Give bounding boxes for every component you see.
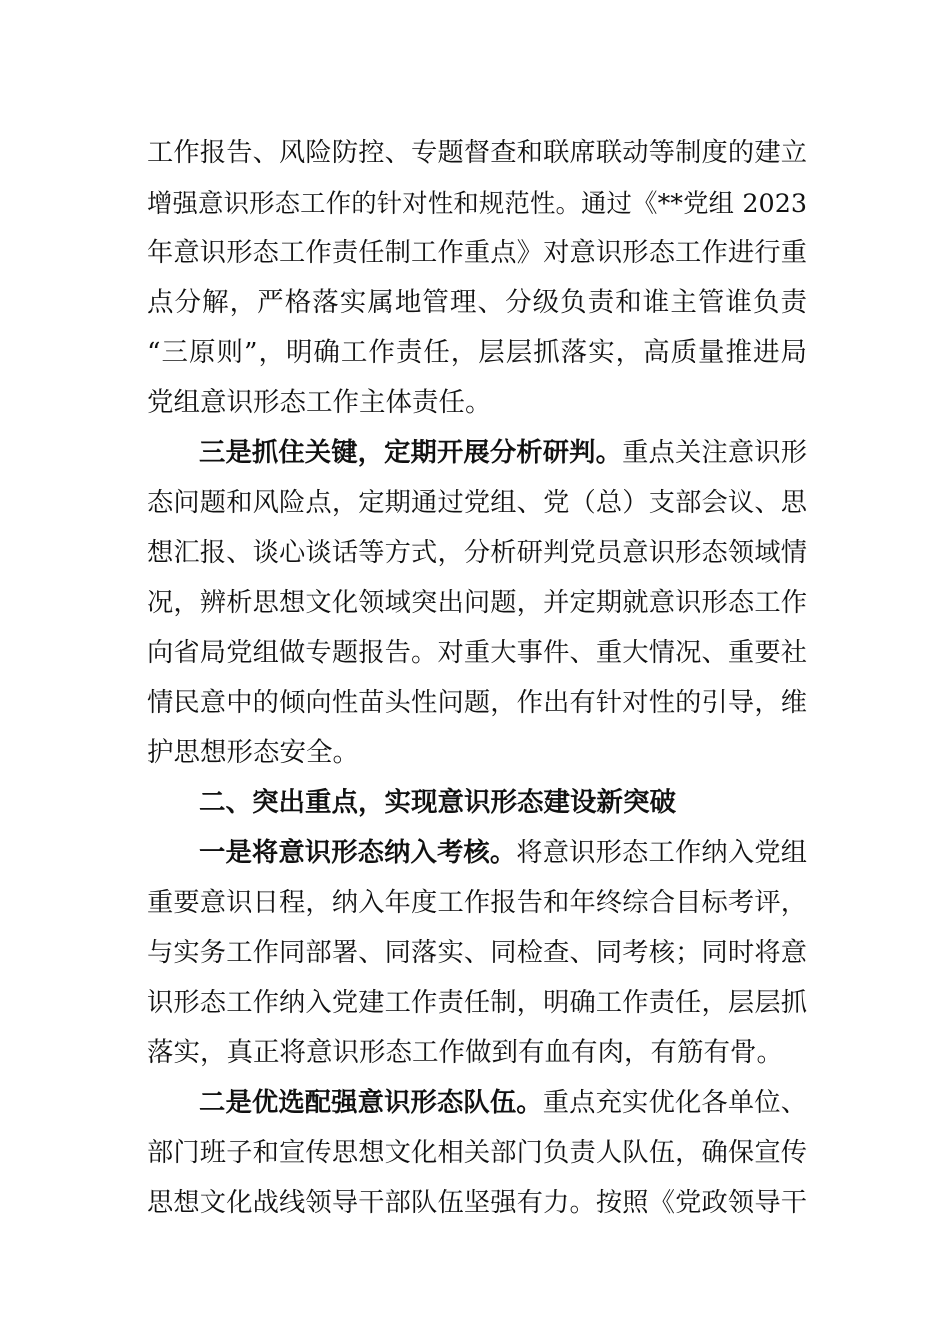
text-run: 护思想形态安全。 [147, 737, 359, 768]
text-line [147, 428, 807, 478]
text-run: 情民意中的倾向性苗头性问题，作出有针对性的引导，维 [147, 688, 807, 718]
paragraph-lead: 三是抓住关键，定期开展分析研判。 [199, 437, 623, 468]
text-line [147, 878, 807, 928]
text-line [147, 478, 807, 528]
text-line [147, 128, 807, 178]
text-run: 与实务工作同部署、同落实、同检查、同考核；同时将意 [147, 938, 807, 968]
text-line [147, 178, 807, 228]
text-line [147, 328, 807, 378]
text-line [147, 578, 807, 628]
text-line [147, 978, 807, 1028]
text-run: 工作报告、风险防控、专题督查和联席联动等制度的建立 [147, 138, 807, 168]
section-heading [147, 778, 807, 828]
text-line [147, 1078, 807, 1128]
section-heading-text: 二、突出重点，实现意识形态建设新突破 [199, 787, 676, 818]
text-run: 态问题和风险点，定期通过党组、党（总）支部会议、思 [147, 488, 807, 518]
text-run: “三原则”，明确工作责任，层层抓落实，高质量推进局 [147, 337, 807, 368]
text-line [147, 278, 807, 328]
text-run: 重点关注意识形 [622, 438, 808, 468]
text-run: 部门班子和宣传思想文化相关部门负责人队伍，确保宣传 [147, 1138, 807, 1168]
text-run: 况，辨析思想文化领域突出问题，并定期就意识形态工作 [147, 588, 807, 618]
text-run: 重点充实优化各单位、 [542, 1088, 808, 1118]
text-run: 年意识形态工作责任制工作重点》对意识形态工作进行重 [147, 238, 807, 268]
text-line [147, 728, 807, 778]
text-line [147, 928, 807, 978]
text-run: 落实，真正将意识形态工作做到有血有肉，有筋有骨。 [147, 1037, 783, 1068]
text-line [147, 678, 807, 728]
text-line [147, 828, 807, 878]
text-run: 增强意识形态工作的针对性和规范性。通过《**党组 2023 [147, 188, 807, 218]
text-line [147, 528, 807, 578]
text-run: 将意识形态工作纳入党组 [516, 838, 808, 868]
text-run: 向省局党组做专题报告。对重大事件、重大情况、重要社 [147, 638, 807, 668]
text-run: 识形态工作纳入党建工作责任制，明确工作责任，层层抓 [147, 988, 807, 1018]
text-run: 党组意识形态工作主体责任。 [147, 387, 492, 418]
text-run: 重要意识日程，纳入年度工作报告和年终综合目标考评， [147, 888, 807, 918]
text-run: 想汇报、谈心谈话等方式，分析研判党员意识形态领域情 [147, 538, 807, 568]
paragraph-lead: 一是将意识形态纳入考核。 [199, 837, 517, 868]
text-line [147, 1028, 807, 1078]
text-line [147, 1128, 807, 1178]
text-run: 点分解，严格落实属地管理、分级负责和谁主管谁负责 [147, 287, 807, 318]
text-line [147, 628, 807, 678]
text-run: 思想文化战线领导干部队伍坚强有力。按照《党政领导干 [147, 1188, 807, 1218]
text-line [147, 228, 807, 278]
paragraph-lead: 二是优选配强意识形态队伍。 [199, 1087, 543, 1118]
text-line [147, 1178, 807, 1228]
text-line [147, 378, 807, 428]
